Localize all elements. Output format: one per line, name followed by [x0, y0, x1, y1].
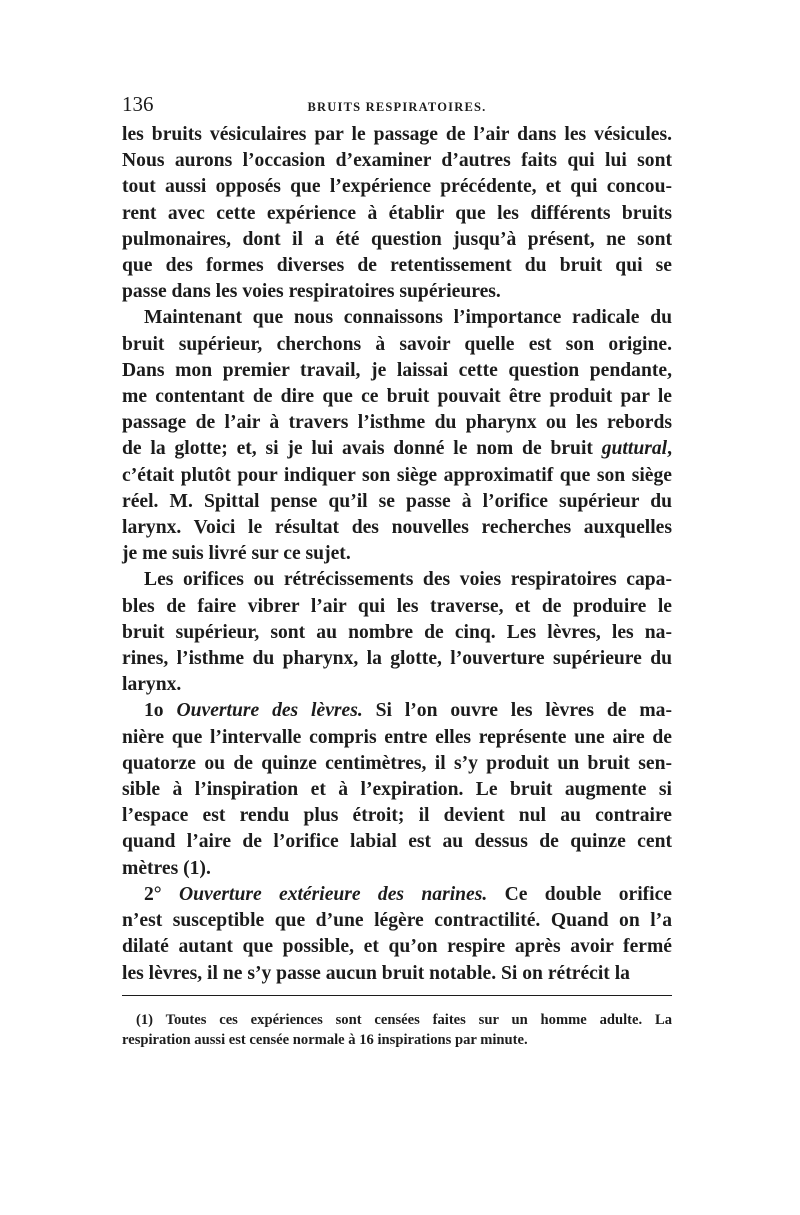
text-line: Dans mon premier travail, je laissai cette question pendante,: [122, 359, 672, 381]
text-line: 1o Ouverture des lèvres. Si l’on ouvre les lèvres de ma-: [144, 700, 672, 722]
text-line: rines, l’isthme du pharynx, la glotte, l’ouverture supérieure du: [122, 648, 672, 670]
text-line: quatorze ou de quinze centimètres, il s’y produit un bruit sen-: [122, 752, 672, 774]
paragraph-p3: [122, 567, 672, 698]
text-line: larynx. Voici le résultat des nouvelles recherches auxquelles: [122, 517, 672, 539]
text-line: les lèvres, il ne s’y passe aucun bruit notable. Si on rétrécit la: [122, 962, 630, 984]
footnote-line: (1) Toutes ces expériences sont censées faites sur un homme adulte. La: [136, 1011, 672, 1028]
text-line: mètres (1).: [122, 857, 211, 879]
text-line: quand l’aire de l’orifice labial est au dessus de quinze cent: [122, 831, 672, 853]
footnote: [122, 1010, 672, 1050]
text-line: bruit supérieur, cherchons à savoir quelle est son origine.: [122, 333, 672, 355]
text-line: réel. M. Spittal pense qu’il se passe à l’orifice supérieur du: [122, 490, 672, 512]
footnote-line: respiration aussi est censée normale à 16 inspirations par minute.: [122, 1031, 528, 1048]
text-line: l’espace est rendu plus étroit; il devient nul au contraire: [122, 805, 672, 827]
running-head: [122, 92, 672, 120]
text-line: de la glotte; et, si je lui avais donné le nom de bruit guttural,: [122, 438, 672, 460]
text-line: pulmonaires, dont il a été question jusqu’à présent, ne sont: [122, 228, 672, 250]
book-page: [122, 92, 672, 1050]
text-line: c’était plutôt pour indiquer son siège approximatif que son siège: [122, 464, 672, 486]
text-line: les bruits vésiculaires par le passage de l’air dans les vésicules.: [122, 124, 672, 145]
text-line: 2° Ouverture extérieure des narines. Ce double orifice: [144, 883, 672, 905]
text-line: bruit supérieur, sont au nombre de cinq. Les lèvres, les na-: [122, 621, 672, 643]
paragraph-p4: [122, 698, 672, 881]
text-line: rent avec cette expérience à établir que les différents bruits: [122, 202, 672, 224]
running-title: BRUITS RESPIRATOIRES.: [307, 100, 487, 114]
text-line: Maintenant que nous connaissons l’importance radicale du: [144, 307, 672, 329]
text-line: bles de faire vibrer l’air qui les traverse, et de produire le: [122, 595, 672, 617]
body-text: [122, 122, 672, 987]
text-line: Les orifices ou rétrécissements des voies respiratoires capa-: [144, 569, 672, 591]
text-line: nière que l’intervalle compris entre elles représente une aire de: [122, 726, 672, 748]
text-line: tout aussi opposés que l’expérience précédente, et qui concou-: [122, 176, 672, 198]
footnote-rule: [122, 995, 672, 996]
paragraph-p5: [122, 882, 672, 987]
text-line: me contentant de dire que ce bruit pouvait être produit par le: [122, 386, 672, 408]
paragraph-p1: [122, 122, 672, 305]
text-line: je me suis livré sur ce sujet.: [122, 543, 351, 565]
text-line: n’est susceptible que d’une légère contractilité. Quand on l’a: [122, 910, 672, 932]
text-line: Nous aurons l’occasion d’examiner d’autres faits qui lui sont: [122, 150, 672, 172]
text-line: larynx.: [122, 674, 182, 696]
text-line: passe dans les voies respiratoires supérieures.: [122, 281, 501, 303]
page-number: 136: [122, 92, 154, 116]
text-line: sible à l’inspiration et à l’expiration. Le bruit augmente si: [122, 779, 672, 801]
text-line: passage de l’air à travers l’isthme du pharynx ou les rebords: [122, 412, 672, 434]
text-line: que des formes diverses de retentissement du bruit qui se: [122, 255, 672, 277]
paragraph-p2: [122, 305, 672, 567]
text-line: dilaté autant que possible, et qu’on respire après avoir fermé: [122, 936, 672, 958]
